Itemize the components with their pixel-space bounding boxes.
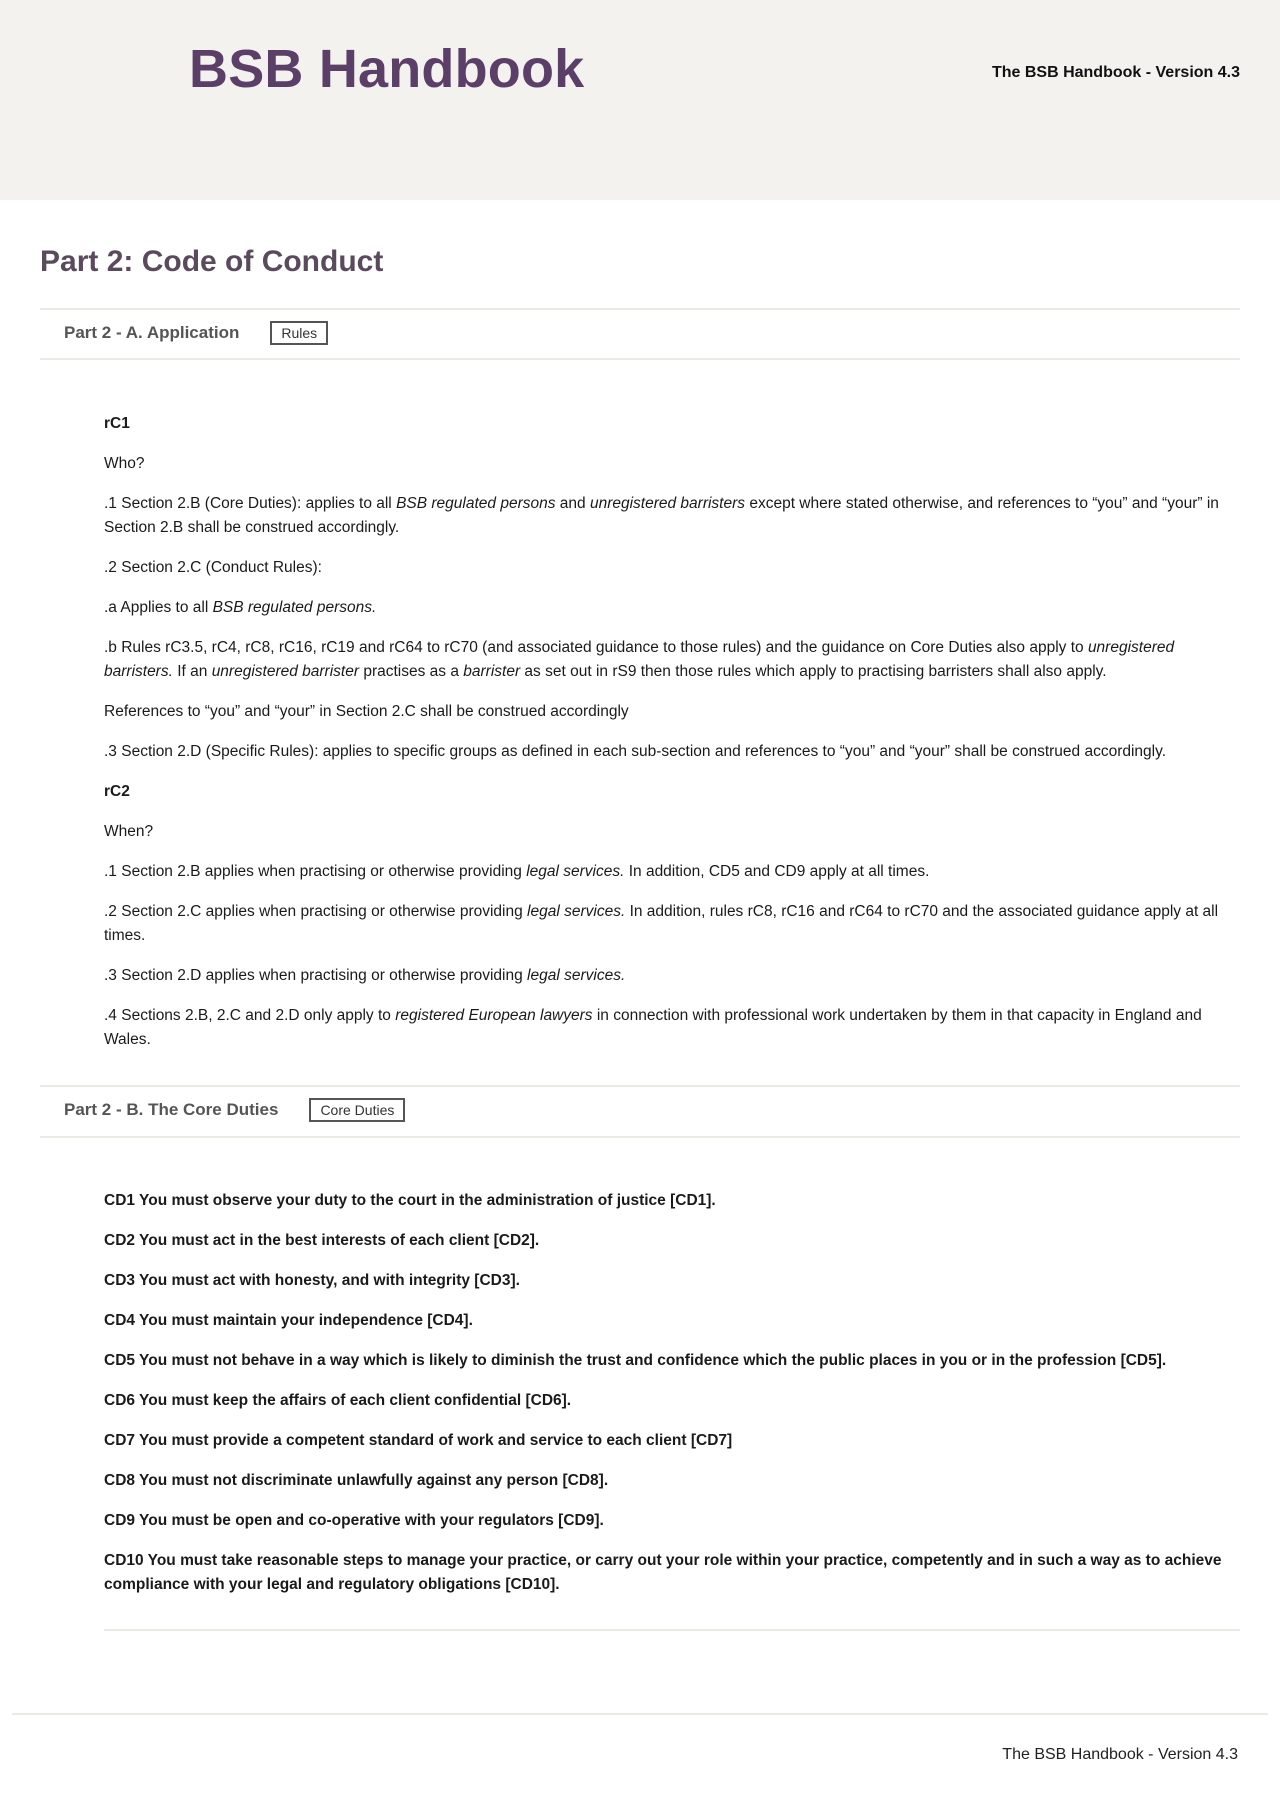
paragraph xyxy=(104,1004,1240,1052)
core-duty: CD7 You must provide a competent standard of work and service to each client [CD7] xyxy=(104,1432,733,1449)
section-a-content xyxy=(104,412,1240,1068)
rules-tag[interactable]: Rules xyxy=(270,321,328,345)
text-run: practises as a xyxy=(359,663,464,680)
text-run: If an xyxy=(172,663,212,680)
core-duty: CD1 You must observe your duty to the court in the administration of justice [CD1]. xyxy=(104,1192,716,1209)
emphasis-text: legal services. xyxy=(527,903,626,920)
core-duty: CD9 You must be open and co-operative with your regulators [CD9]. xyxy=(104,1512,604,1529)
text-run: except where stated otherwise, and references to “you” and “your” in Section 2.B shall be construed accordingly. xyxy=(104,495,1219,536)
paragraph xyxy=(104,860,1240,884)
emphasis-text: BSB regulated persons xyxy=(396,495,556,512)
core-duties-list xyxy=(104,1189,1240,1613)
footer-divider xyxy=(12,1713,1268,1715)
rule-label-rc1: rC1 xyxy=(104,415,130,432)
text-run: .1 Section 2.B applies when practising or otherwise providing xyxy=(104,863,527,880)
section-b-heading xyxy=(64,1098,405,1122)
divider xyxy=(40,1136,1240,1138)
core-duty: CD4 You must maintain your independence [CD4]. xyxy=(104,1312,473,1329)
divider xyxy=(40,1085,1240,1087)
section-a-heading xyxy=(64,321,328,345)
divider xyxy=(40,308,1240,310)
paragraph xyxy=(104,492,1240,540)
emphasis-text: unregistered barristers xyxy=(589,495,746,512)
rule-label-rc2: rC2 xyxy=(104,783,130,800)
section-b-title: Part 2 - B. The Core Duties xyxy=(64,1100,279,1119)
emphasis-text: legal services. xyxy=(526,863,625,880)
emphasis-text: unregistered barrister xyxy=(211,663,360,680)
emphasis-text: legal services. xyxy=(527,967,626,984)
brand-title: BSB Handbook xyxy=(189,39,585,99)
text-run: .3 Section 2.D applies when practising or otherwise providing xyxy=(104,967,528,984)
page-header xyxy=(0,0,1280,200)
emphasis-text: BSB regulated persons. xyxy=(212,599,377,616)
paragraph xyxy=(104,596,1240,620)
section-a-title: Part 2 - A. Application xyxy=(64,323,240,342)
paragraph: .2 Section 2.C (Conduct Rules): xyxy=(104,559,322,576)
paragraph: .3 Section 2.D (Specific Rules): applies to specific groups as defined in each sub-section and references to “you” and “your” shall be construed accordingly. xyxy=(104,743,1167,760)
page-title: Part 2: Code of Conduct xyxy=(40,245,384,278)
text-run: .4 Sections 2.B, 2.C and 2.D only apply to xyxy=(104,1007,396,1024)
divider xyxy=(40,358,1240,360)
text-run: and xyxy=(555,495,590,512)
core-duty: CD8 You must not discriminate unlawfully against any person [CD8]. xyxy=(104,1472,609,1489)
core-duty: CD2 You must act in the best interests of each client [CD2]. xyxy=(104,1232,540,1249)
core-duty: CD10 You must take reasonable steps to manage your practice, or carry out your role within your practice, competently and in such a way as to achieve compliance with your legal and regulatory obligations [CD10]. xyxy=(104,1552,1222,1593)
text-run: In addition, rules rC8, rC16 and rC64 to rC70 and the associated guidance apply at all times. xyxy=(104,903,1219,944)
text-run: in connection with professional work undertaken by them in that capacity in England and Wales. xyxy=(104,1007,1202,1048)
text-run: .a Applies to all xyxy=(104,599,213,616)
core-duty: CD6 You must keep the affairs of each client confidential [CD6]. xyxy=(104,1392,572,1409)
paragraph xyxy=(104,636,1240,684)
rule-question: Who? xyxy=(104,455,145,472)
core-duties-tag[interactable]: Core Duties xyxy=(309,1098,405,1122)
paragraph xyxy=(104,964,1240,988)
footer-version: The BSB Handbook - Version 4.3 xyxy=(1002,1746,1238,1763)
emphasis-text: registered European lawyers xyxy=(395,1007,593,1024)
text-run: .b Rules rC3.5, rC4, rC8, rC16, rC19 and rC64 to rC70 (and associated guidance to those rules) and the guidance on Core Duties also apply to xyxy=(104,639,1088,656)
paragraph xyxy=(104,900,1240,948)
core-duty: CD3 You must act with honesty, and with integrity [CD3]. xyxy=(104,1272,520,1289)
text-run: In addition, CD5 and CD9 apply at all times. xyxy=(624,863,930,880)
emphasis-text: unregistered barristers. xyxy=(104,639,1175,680)
text-run: as set out in rS9 then those rules which apply to practising barristers shall also apply. xyxy=(520,663,1107,680)
emphasis-text: barrister xyxy=(463,663,521,680)
divider xyxy=(104,1629,1240,1631)
rule-question: When? xyxy=(104,823,154,840)
text-run: .2 Section 2.C applies when practising or otherwise providing xyxy=(104,903,528,920)
paragraph: References to “you” and “your” in Section 2.C shall be construed accordingly xyxy=(104,703,629,720)
header-version: The BSB Handbook - Version 4.3 xyxy=(991,64,1240,81)
core-duty: CD5 You must not behave in a way which is likely to diminish the trust and confidence which the public places in you or in the profession [CD5]. xyxy=(104,1352,1167,1369)
text-run: .1 Section 2.B (Core Duties): applies to all xyxy=(104,495,397,512)
